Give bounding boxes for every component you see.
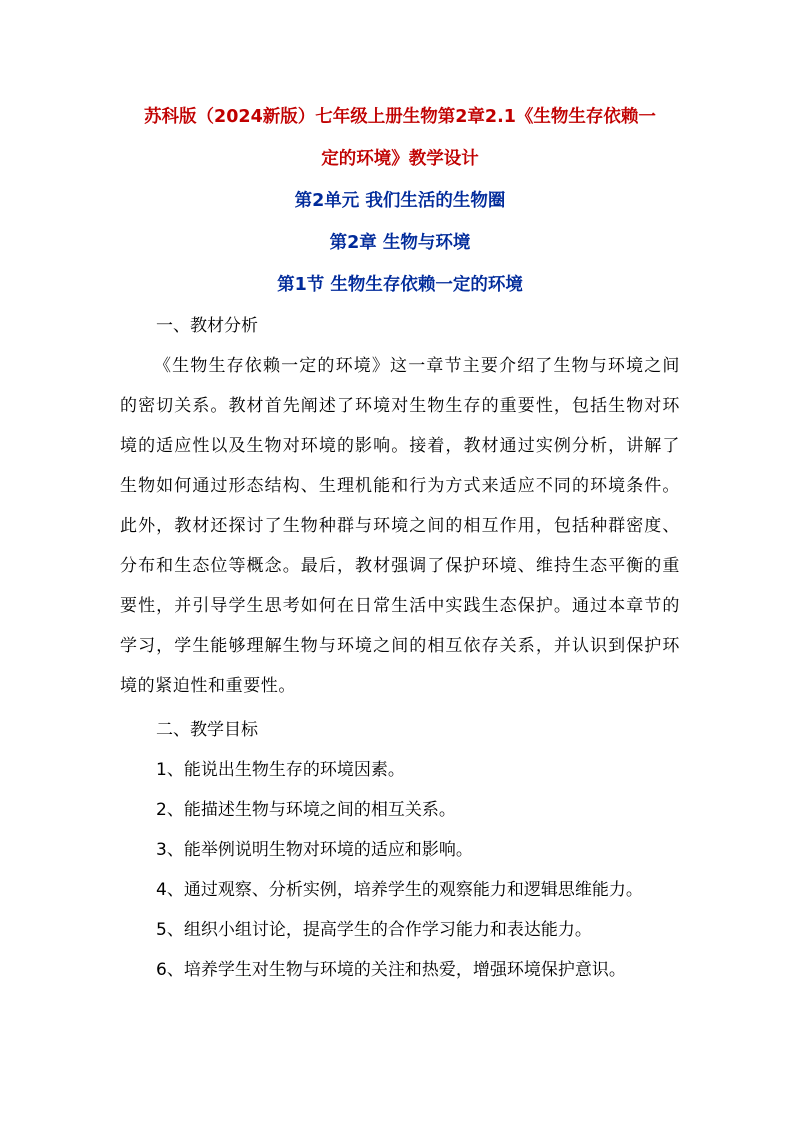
- section-heading: 第1节 生物生存依赖一定的环境: [277, 275, 523, 295]
- objective-item: 2、能描述生物与环境之间的相互关系。: [156, 800, 456, 820]
- objective-item: 3、能举例说明生物对环境的适应和影响。: [156, 840, 473, 860]
- analysis-paragraph: 《生物生存依赖一定的环境》这一章节主要介绍了生物与环境之间的密切关系。教材首先阐述了环境对生物生存的重要性，包括生物对环境的适应性以及生物对环境的影响。接着，教材通过实例分析，讲解了生物如何通过形态结构、生理机能和行为方式来适应不同的环境条件。此外，教材还探讨了生物种群与环境之间的相互作用，包括种群密度、分布和生态位等概念。最后，教材强调了保护环境、维持生态平衡的重要性，并引导学生思考如何在日常生活中实践生态保护。通过本章节的学习，学生能够理解生物与环境之间的相互依存关系，并认识到保护环境的紧迫性和重要性。: [120, 356, 680, 696]
- objective-item: 5、组织小组讨论，提高学生的合作学习能力和表达能力。: [156, 920, 592, 940]
- document-content: [120, 96, 680, 990]
- objective-item: 4、通过观察、分析实例，培养学生的观察能力和逻辑思维能力。: [156, 880, 643, 900]
- analysis-heading: 一、教材分析: [156, 316, 258, 336]
- objectives-heading: 二、教学目标: [156, 720, 258, 740]
- objective-item: 6、培养学生对生物与环境的关注和热爱，增强环境保护意识。: [156, 960, 626, 980]
- unit-heading: 第2单元 我们生活的生物圈: [294, 191, 506, 211]
- objective-item: 1、能说出生物生存的环境因素。: [156, 760, 405, 780]
- document-title-line-1: 苏科版（2024新版）七年级上册生物第2章2.1《生物生存依赖一: [144, 107, 656, 127]
- chapter-heading: 第2章 生物与环境: [329, 233, 471, 253]
- document-title-line-2: 定的环境》教学设计: [321, 149, 479, 169]
